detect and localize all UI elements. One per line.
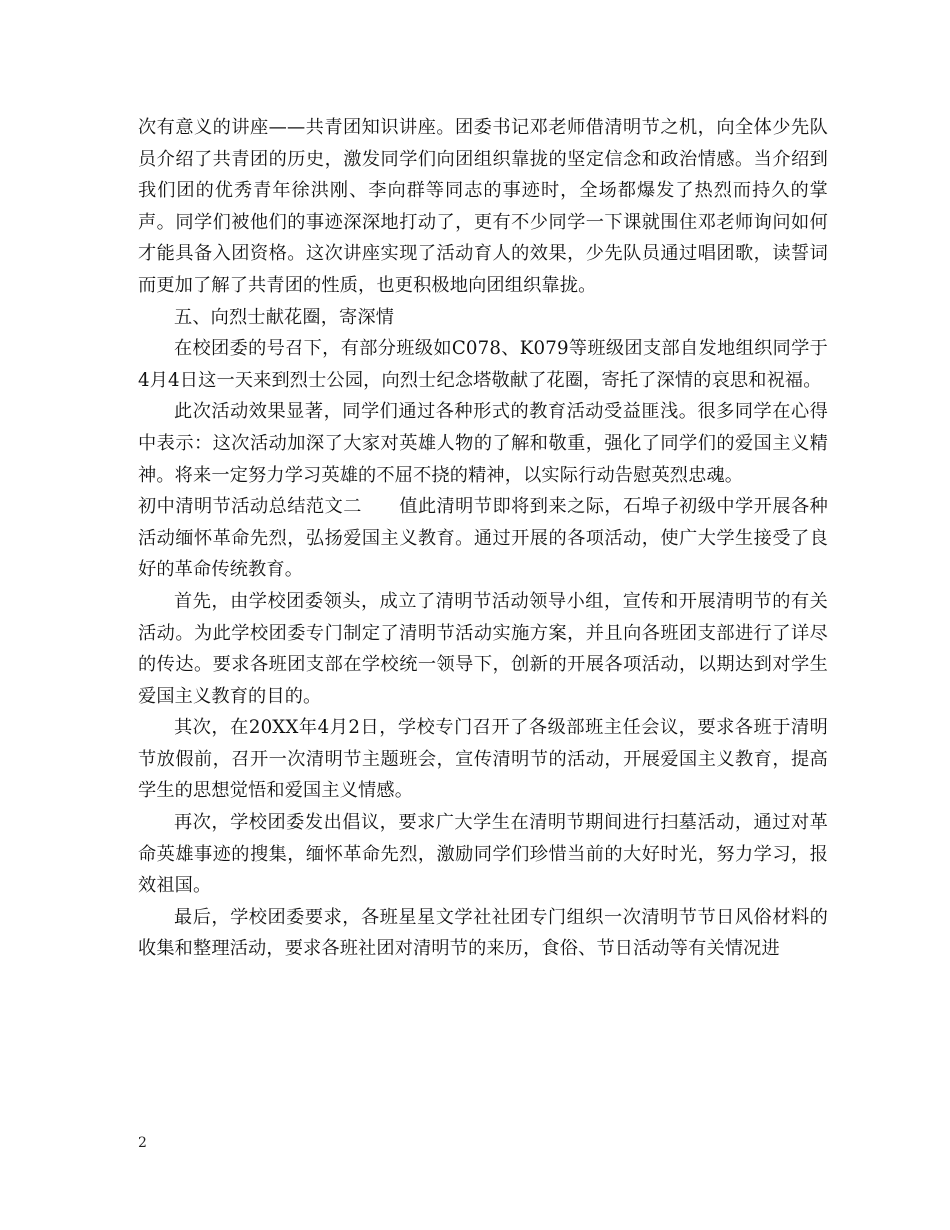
paragraph-wreath: 在校团委的号召下，有部分班级如C078、K079等班级团支部自发地组织同学于4月4日这一天来到烈士公园，向烈士纪念塔敬献了花圈，寄托了深情的哀思和祝福。 [138,338,828,391]
paragraph-effect: 此次活动效果显著，同学们通过各种形式的教育活动受益匪浅。很多同学在心得中表示：这次活动加深了大家对英雄人物的了解和敬重，强化了同学们的爱国主义精神。将来一定努力学习英雄的不屈不挠的精神，以实际行动告慰英烈忠魂。 [138,401,828,486]
paragraph-second: 其次，在20XX年4月2日，学校专门召开了各级部班主任会议，要求各班于清明节放假前，召开一次清明节主题班会，宣传清明节的活动，开展爱国主义教育，提高学生的思想觉悟和爱国主义情感。 [138,717,828,802]
paragraph-lecture: 次有意义的讲座——共青团知识讲座。团委书记邓老师借清明节之机，向全体少先队员介绍了共青团的历史，激发同学们向团组织靠拢的坚定信念和政治情感。当介绍到我们团的优秀青年徐洪刚、李向群等同志的事迹时，全场都爆发了热烈而持久的掌声。同学们被他们的事迹深深地打动了，更有不少同学一下课就围住邓老师询问如何才能具备入团资格。这次讲座实现了活动育人的效果，少先队员通过唱团歌，读誓词而更加了解了共青团的性质，也更积极地向团组织靠拢。 [138,117,828,296]
paragraph-last: 最后，学校团委要求，各班星星文学社社团专门组织一次清明节节日风俗材料的收集和整理活动，要求各班社团对清明节的来历，食俗、节日活动等有关情况进 [138,906,828,960]
document-body [138,112,828,965]
paragraph-first: 首先，由学校团委领头，成立了清明节活动领导小组，宣传和开展清明节的有关活动。为此学校团委专门制定了清明节活动实施方案，并且向各班团支部进行了详尽的传达。要求各班团支部在学校统一领导下，创新的开展各项活动，以期达到对学生爱国主义教育的目的。 [138,590,828,707]
page-number: 2 [138,1135,147,1151]
paragraph-sample-two-intro: 初中清明节活动总结范文二 值此清明节即将到来之际，石埠子初级中学开展各种活动缅怀革命先烈，弘扬爱国主义教育。通过开展的各项活动，使广大学生接受了良好的革命传统教育。 [138,496,828,581]
paragraph-third: 再次，学校团委发出倡议，要求广大学生在清明节期间进行扫墓活动，通过对革命英雄事迹的搜集，缅怀革命先烈，激励同学们珍惜当前的大好时光，努力学习，报效祖国。 [138,812,828,897]
section-heading-wreath: 五、向烈士献花圈，寄深情 [174,306,395,328]
